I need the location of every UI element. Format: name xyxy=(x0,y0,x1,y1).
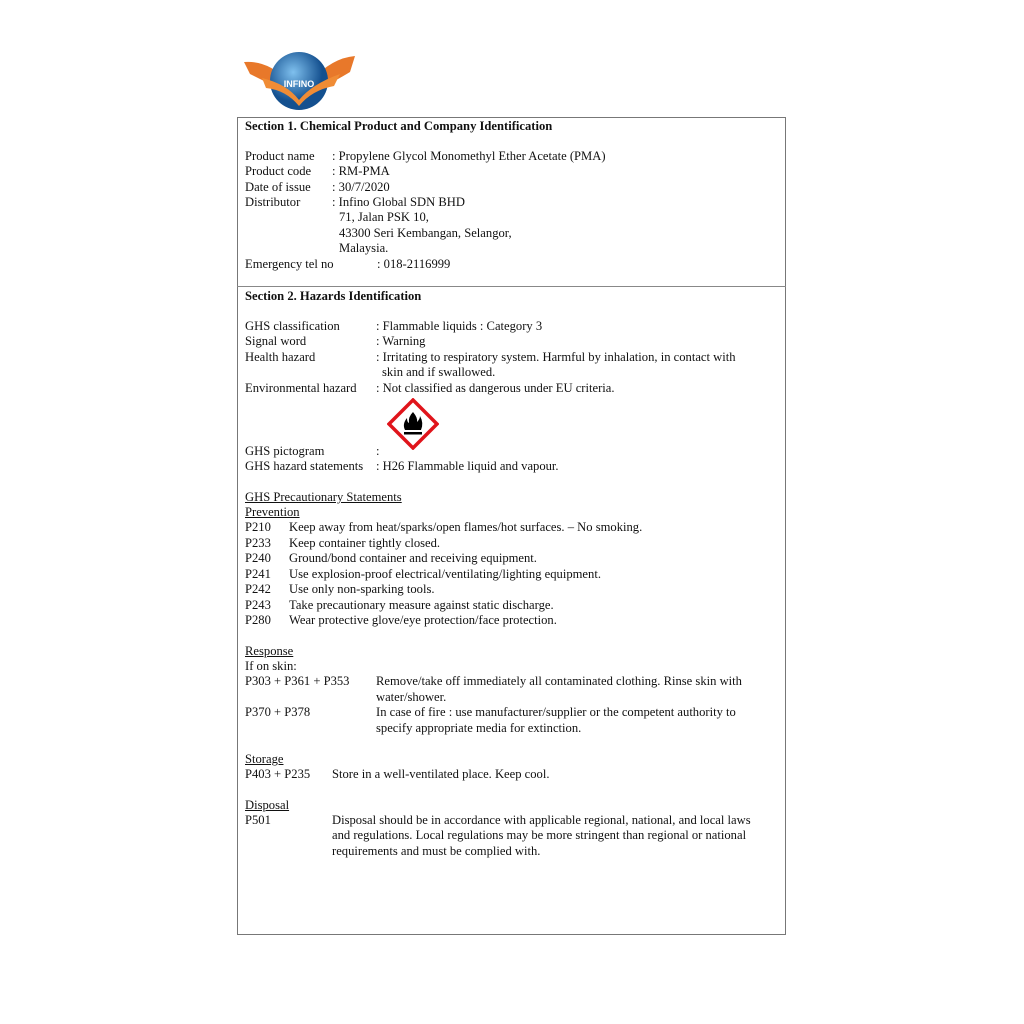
svg-text:INFINO: INFINO xyxy=(283,79,315,89)
section-divider xyxy=(237,286,786,287)
date-of-issue-value: : 30/7/2020 xyxy=(332,180,390,194)
health-hazard-value-cont: skin and if swallowed. xyxy=(382,365,496,379)
p-code: P501 xyxy=(245,813,271,827)
p-text: Wear protective glove/eye protection/face protection. xyxy=(289,613,557,627)
health-hazard-label: Health hazard xyxy=(245,350,316,364)
p-text: Keep away from heat/sparks/open flames/hot surfaces. – No smoking. xyxy=(289,520,643,534)
hazard-statements-value: : H26 Flammable liquid and vapour. xyxy=(376,459,559,473)
p-code: P233 xyxy=(245,536,271,550)
storage-heading: Storage xyxy=(245,752,284,766)
environmental-hazard-value: : Not classified as dangerous under EU criteria. xyxy=(376,381,615,395)
p-text: Use explosion-proof electrical/ventilating/lighting equipment. xyxy=(289,567,601,581)
emergency-value: : 018-2116999 xyxy=(377,257,451,271)
signal-word-value: : Warning xyxy=(376,334,426,348)
emergency-label: Emergency tel no xyxy=(245,257,334,271)
p-text: Remove/take off immediately all contaminated clothing. Rinse skin with xyxy=(376,674,742,688)
date-of-issue-label: Date of issue xyxy=(245,180,311,194)
flame-icon xyxy=(387,398,439,450)
p-code: P403 + P235 xyxy=(245,767,311,781)
distributor-address-line: 43300 Seri Kembangan, Selangor, xyxy=(339,226,512,240)
p-text: Take precautionary measure against static discharge. xyxy=(289,598,554,612)
product-name-label: Product name xyxy=(245,149,315,163)
product-code-value: : RM-PMA xyxy=(332,164,390,178)
ghs-classification-value: : Flammable liquids : Category 3 xyxy=(376,319,543,333)
p-text-cont: specify appropriate media for extinction. xyxy=(376,721,582,735)
p-code: P280 xyxy=(245,613,271,627)
ghs-classification-label: GHS classification xyxy=(245,319,340,333)
p-text: Use only non-sparking tools. xyxy=(289,582,435,596)
p-code: P240 xyxy=(245,551,271,565)
response-heading: Response xyxy=(245,644,294,658)
ghs-pictogram-colon: : xyxy=(376,444,380,458)
p-code: P210 xyxy=(245,520,271,534)
hazard-statements-label: GHS hazard statements xyxy=(245,459,364,473)
precautionary-heading: GHS Precautionary Statements xyxy=(245,490,402,504)
p-text: Store in a well-ventilated place. Keep cool. xyxy=(332,767,550,781)
p-text: and regulations. Local regulations may be more stringent than regional or national xyxy=(332,828,747,842)
p-text: Ground/bond container and receiving equipment. xyxy=(289,551,537,565)
p-code: P370 + P378 xyxy=(245,705,311,719)
p-code: P303 + P361 + P353 xyxy=(245,674,350,688)
p-text: In case of fire : use manufacturer/supplier or the competent authority to xyxy=(376,705,736,719)
p-text: Keep container tightly closed. xyxy=(289,536,441,550)
product-code-label: Product code xyxy=(245,164,312,178)
prevention-heading: Prevention xyxy=(245,505,300,519)
response-sub: If on skin: xyxy=(245,659,297,673)
infino-logo xyxy=(242,50,357,112)
distributor-label: Distributor xyxy=(245,195,301,209)
ghs-pictogram-label: GHS pictogram xyxy=(245,444,325,458)
p-code: P242 xyxy=(245,582,271,596)
p-text: Disposal should be in accordance with applicable regional, national, and local laws xyxy=(332,813,751,827)
p-code: P241 xyxy=(245,567,271,581)
environmental-hazard-label: Environmental hazard xyxy=(245,381,357,395)
p-text-cont: water/shower. xyxy=(376,690,447,704)
product-name-value: : Propylene Glycol Monomethyl Ether Acetate (PMA) xyxy=(332,149,606,163)
signal-word-label: Signal word xyxy=(245,334,307,348)
section1-title: Section 1. Chemical Product and Company Identification xyxy=(245,119,553,133)
p-text: requirements and must be complied with. xyxy=(332,844,541,858)
distributor-address-line: 71, Jalan PSK 10, xyxy=(339,210,429,224)
distributor-address-line: Malaysia. xyxy=(339,241,389,255)
disposal-heading: Disposal xyxy=(245,798,290,812)
section2-title: Section 2. Hazards Identification xyxy=(245,289,422,303)
health-hazard-value: : Irritating to respiratory system. Harmful by inhalation, in contact with xyxy=(376,350,736,364)
distributor-value: : Infino Global SDN BHD xyxy=(332,195,465,209)
p-code: P243 xyxy=(245,598,271,612)
